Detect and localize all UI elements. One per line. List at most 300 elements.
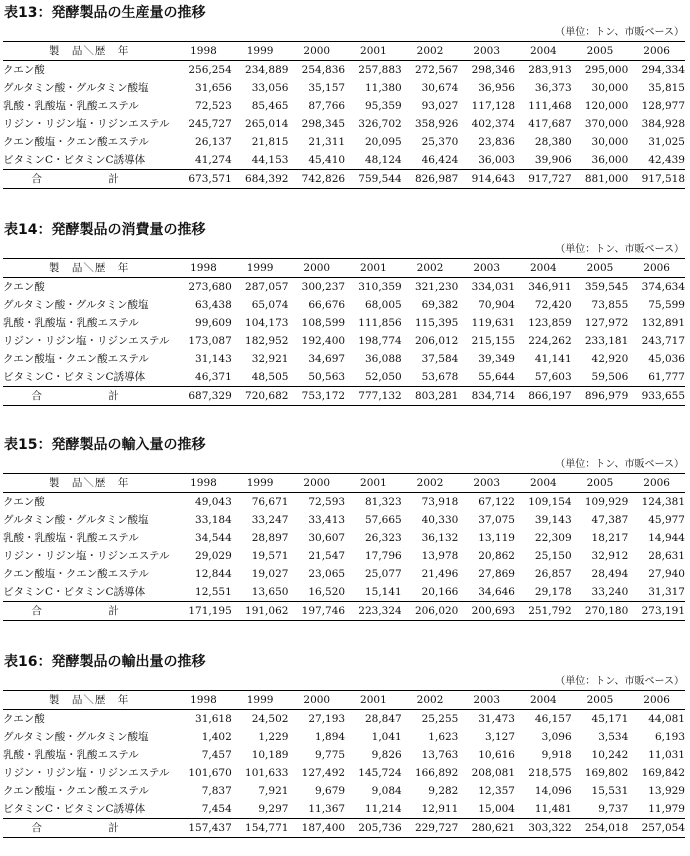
column-header-year: 2001	[360, 262, 387, 274]
table-cell: 12,844	[195, 568, 232, 580]
table-cell: 52,050	[364, 371, 402, 383]
total-cell: 917,518	[641, 173, 685, 185]
table-cell: 31,656	[195, 82, 232, 94]
total-cell: 896,979	[584, 390, 629, 402]
table-cell: 10,242	[591, 749, 629, 761]
table-cell: 45,036	[648, 353, 685, 365]
table-cell: 46,371	[195, 371, 232, 383]
table-cell: 32,912	[591, 550, 629, 562]
header-row	[3, 474, 685, 493]
table-cell: 17,796	[364, 550, 402, 562]
column-header-year: 1999	[246, 477, 274, 489]
table-cell: 32,921	[251, 353, 289, 365]
table-cell: 73,855	[591, 299, 629, 311]
row-label: 乳酸・乳酸塩・乳酸エステル	[3, 317, 139, 329]
total-row	[3, 819, 685, 838]
table-cell: 7,457	[201, 749, 232, 761]
table-cell: 13,119	[478, 532, 515, 544]
table-cell: 72,593	[308, 496, 346, 508]
table-cell: 108,599	[301, 317, 346, 329]
table-row	[3, 332, 685, 350]
table-cell: 101,670	[188, 767, 232, 779]
table-cell: 25,077	[364, 568, 402, 580]
table-cell: 27,940	[648, 568, 685, 580]
table-cell: 36,132	[421, 532, 459, 544]
table-cell: 256,254	[188, 64, 232, 76]
total-cell: 753,172	[301, 390, 346, 402]
table-cell: 36,956	[478, 82, 515, 94]
data-table	[3, 258, 685, 406]
row-label: クエン酸塩・クエン酸エステル	[3, 353, 149, 365]
table-row	[3, 764, 685, 782]
total-label: 合 計	[31, 822, 147, 834]
table-cell: 21,547	[308, 550, 346, 562]
table-cell: 36,003	[478, 154, 515, 166]
table-cell: 36,000	[591, 154, 629, 166]
unit-note: （単位：トン、市販ベース）	[555, 459, 684, 470]
row-label: リジン・リジン塩・リジンエステル	[3, 767, 170, 779]
data-table	[3, 473, 685, 621]
table-cell: 28,847	[364, 713, 402, 725]
column-header-year: 1999	[246, 694, 274, 706]
column-header-year: 2006	[643, 477, 670, 489]
table-cell: 26,137	[195, 136, 232, 148]
table-cell: 33,240	[591, 586, 629, 598]
row-label: クエン酸	[3, 496, 45, 508]
row-label: クエン酸塩・クエン酸エステル	[3, 785, 149, 797]
total-cell: 187,400	[301, 822, 346, 834]
table-cell: 11,031	[648, 749, 685, 761]
total-label: 合 計	[31, 173, 147, 185]
column-header-year: 2006	[643, 45, 670, 57]
table-cell: 233,181	[584, 335, 629, 347]
column-header-year: 1999	[246, 262, 274, 274]
table-cell: 294,334	[641, 64, 685, 76]
table-cell: 29,029	[195, 550, 232, 562]
row-label: グルタミン酸・グルタミン酸塩	[3, 514, 149, 526]
table-cell: 59,506	[591, 371, 629, 383]
total-cell: 826,987	[414, 173, 459, 185]
total-cell: 157,437	[188, 822, 232, 834]
total-cell: 280,621	[471, 822, 515, 834]
column-header-year: 2004	[529, 45, 557, 57]
table-cell: 9,679	[315, 785, 346, 797]
column-header-year: 2000	[303, 262, 331, 274]
total-cell: 684,392	[245, 173, 289, 185]
table-cell: 257,883	[358, 64, 402, 76]
table-cell: 63,438	[195, 299, 232, 311]
table-cell: 72,523	[195, 100, 232, 112]
table-cell: 192,400	[301, 335, 346, 347]
table-cell: 10,616	[478, 749, 515, 761]
table-cell: 245,727	[188, 118, 232, 130]
row-label: クエン酸	[3, 64, 45, 76]
table-row	[3, 151, 685, 170]
total-cell: 257,054	[641, 822, 685, 834]
table-cell: 28,897	[251, 532, 289, 544]
table-cell: 31,143	[195, 353, 232, 365]
table-cell: 9,918	[541, 749, 572, 761]
table-cell: 46,157	[534, 713, 572, 725]
total-cell: 191,062	[245, 605, 289, 617]
table-cell: 19,571	[251, 550, 289, 562]
header-row	[3, 42, 685, 61]
table-cell: 9,775	[315, 749, 346, 761]
table-row	[3, 529, 685, 547]
table-cell: 34,544	[195, 532, 232, 544]
table-cell: 16,520	[308, 586, 346, 598]
table-cell: 21,496	[421, 568, 459, 580]
column-header-year: 2006	[643, 694, 670, 706]
table-cell: 24,502	[251, 713, 289, 725]
table-cell: 61,777	[648, 371, 685, 383]
table-cell: 166,892	[414, 767, 459, 779]
table-cell: 66,676	[308, 299, 346, 311]
table-cell: 28,631	[648, 550, 685, 562]
table-cell: 9,297	[258, 803, 289, 815]
table-cell: 111,856	[358, 317, 402, 329]
column-header-year: 2003	[473, 477, 501, 489]
table-cell: 127,492	[301, 767, 346, 779]
table-cell: 49,043	[195, 496, 232, 508]
table-cell: 19,027	[251, 568, 289, 580]
column-header-year: 1998	[190, 45, 217, 57]
table-cell: 27,193	[308, 713, 346, 725]
table-cell: 34,646	[478, 586, 515, 598]
table-cell: 13,929	[648, 785, 685, 797]
table-cell: 310,359	[358, 281, 402, 293]
table-cell: 57,603	[534, 371, 572, 383]
total-cell: 834,714	[471, 390, 515, 402]
table-row	[3, 746, 685, 764]
total-cell: 223,324	[358, 605, 402, 617]
total-row	[3, 602, 685, 621]
row-label: 乳酸・乳酸塩・乳酸エステル	[3, 749, 139, 761]
table-cell: 39,349	[478, 353, 515, 365]
table-cell: 48,505	[251, 371, 289, 383]
table-cell: 215,155	[471, 335, 515, 347]
column-header-year: 2006	[643, 262, 670, 274]
table-cell: 35,815	[648, 82, 685, 94]
table-row	[3, 61, 685, 80]
total-cell: 881,000	[584, 173, 629, 185]
table-cell: 11,380	[364, 82, 402, 94]
table-cell: 218,575	[528, 767, 572, 779]
table-cell: 127,972	[584, 317, 629, 329]
row-label: ビタミンC・ビタミンC誘導体	[3, 803, 146, 815]
table-cell: 123,859	[528, 317, 572, 329]
column-header-year: 1998	[190, 694, 217, 706]
table-cell: 273,680	[188, 281, 232, 293]
table-cell: 28,494	[591, 568, 629, 580]
table-row	[3, 710, 685, 729]
total-cell: 917,727	[528, 173, 572, 185]
column-header-product: 製 品＼歴 年	[48, 45, 130, 57]
total-cell: 687,329	[188, 390, 232, 402]
total-cell: 206,020	[414, 605, 459, 617]
table-cell: 44,081	[648, 713, 685, 725]
table-cell: 26,323	[364, 532, 402, 544]
table-cell: 45,410	[308, 154, 346, 166]
table-cell: 25,370	[421, 136, 459, 148]
table-cell: 287,057	[245, 281, 289, 293]
table-cell: 23,836	[478, 136, 515, 148]
table-cell: 53,678	[421, 371, 459, 383]
column-header-year: 1999	[246, 45, 274, 57]
table-cell: 41,141	[534, 353, 572, 365]
column-header-year: 2002	[416, 45, 444, 57]
total-cell: 251,792	[528, 605, 572, 617]
table-cell: 15,141	[364, 586, 402, 598]
row-label: クエン酸	[3, 281, 45, 293]
total-cell: 154,771	[245, 822, 289, 834]
row-label: 乳酸・乳酸塩・乳酸エステル	[3, 532, 139, 544]
table-cell: 120,000	[584, 100, 629, 112]
table-row	[3, 547, 685, 565]
table-cell: 45,977	[648, 514, 685, 526]
table-cell: 243,717	[641, 335, 685, 347]
table-cell: 3,534	[598, 731, 629, 743]
table-title: 表15：発酵製品の輸入量の推移	[4, 437, 206, 453]
table-cell: 68,005	[364, 299, 402, 311]
column-header-year: 2002	[416, 262, 444, 274]
table-cell: 1,041	[371, 731, 402, 743]
column-header-year: 2003	[473, 45, 501, 57]
table-cell: 50,563	[308, 371, 346, 383]
total-label: 合 計	[31, 390, 147, 402]
table-cell: 15,531	[591, 785, 629, 797]
table-cell: 70,904	[478, 299, 515, 311]
table-cell: 30,674	[421, 82, 459, 94]
table-cell: 35,157	[308, 82, 346, 94]
column-header-year: 2003	[473, 262, 501, 274]
table-cell: 132,891	[641, 317, 685, 329]
table-row	[3, 133, 685, 151]
table-cell: 31,317	[648, 586, 685, 598]
table-cell: 295,000	[584, 64, 629, 76]
table-cell: 13,763	[421, 749, 459, 761]
row-label: 乳酸・乳酸塩・乳酸エステル	[3, 100, 139, 112]
table-row	[3, 350, 685, 368]
table-cell: 28,380	[534, 136, 572, 148]
table-cell: 182,952	[245, 335, 289, 347]
table-cell: 40,330	[421, 514, 459, 526]
total-cell: 205,736	[358, 822, 402, 834]
table-cell: 21,815	[251, 136, 289, 148]
total-row	[3, 387, 685, 406]
table-cell: 374,634	[641, 281, 685, 293]
total-cell: 273,191	[641, 605, 685, 617]
unit-note: （単位：トン、市販ベース）	[555, 244, 684, 255]
table-cell: 104,173	[245, 317, 289, 329]
table-cell: 41,274	[195, 154, 232, 166]
table-cell: 117,128	[471, 100, 515, 112]
table-cell: 20,166	[421, 586, 459, 598]
table-cell: 47,387	[591, 514, 629, 526]
table-row	[3, 728, 685, 746]
total-cell: 270,180	[584, 605, 629, 617]
table-cell: 25,255	[421, 713, 459, 725]
column-header-year: 2001	[360, 477, 387, 489]
table-cell: 14,096	[534, 785, 572, 797]
table-cell: 39,906	[534, 154, 572, 166]
data-table	[3, 41, 685, 189]
table-cell: 31,618	[195, 713, 232, 725]
table-row	[3, 368, 685, 387]
table-cell: 417,687	[528, 118, 572, 130]
table-cell: 44,153	[251, 154, 289, 166]
table-cell: 1,894	[315, 731, 346, 743]
column-header-year: 2000	[303, 477, 331, 489]
total-cell: 254,018	[584, 822, 629, 834]
table-row	[3, 800, 685, 819]
table-cell: 224,262	[528, 335, 572, 347]
table-cell: 14,944	[648, 532, 685, 544]
table-cell: 9,282	[428, 785, 459, 797]
total-cell: 866,197	[528, 390, 572, 402]
table-cell: 13,978	[421, 550, 459, 562]
table-cell: 33,413	[308, 514, 346, 526]
column-header-year: 2005	[586, 694, 614, 706]
table-cell: 3,096	[541, 731, 572, 743]
column-header-year: 2004	[529, 262, 557, 274]
table-cell: 12,551	[195, 586, 232, 598]
total-cell: 742,826	[301, 173, 346, 185]
table-cell: 12,911	[421, 803, 459, 815]
row-label: リジン・リジン塩・リジンエステル	[3, 550, 170, 562]
table-cell: 67,122	[478, 496, 515, 508]
header-row	[3, 691, 685, 710]
table-cell: 283,913	[528, 64, 572, 76]
table-cell: 321,230	[414, 281, 459, 293]
table-cell: 15,004	[478, 803, 515, 815]
row-label: ビタミンC・ビタミンC誘導体	[3, 586, 146, 598]
table-cell: 81,323	[364, 496, 402, 508]
total-label: 合 計	[31, 605, 147, 617]
table-cell: 370,000	[584, 118, 629, 130]
column-header-year: 2005	[586, 262, 614, 274]
table-cell: 402,374	[471, 118, 515, 130]
table-cell: 36,088	[364, 353, 402, 365]
total-cell: 914,643	[471, 173, 515, 185]
table-cell: 31,025	[648, 136, 685, 148]
column-header-year: 2001	[360, 45, 387, 57]
table-cell: 12,357	[478, 785, 515, 797]
table-cell: 48,124	[364, 154, 402, 166]
row-label: リジン・リジン塩・リジンエステル	[3, 118, 170, 130]
table-cell: 57,665	[364, 514, 402, 526]
table-cell: 37,075	[478, 514, 515, 526]
table-cell: 31,473	[478, 713, 515, 725]
table-cell: 27,869	[478, 568, 515, 580]
row-label: グルタミン酸・グルタミン酸塩	[3, 299, 149, 311]
row-label: グルタミン酸・グルタミン酸塩	[3, 82, 149, 94]
table-cell: 69,382	[421, 299, 459, 311]
table-row	[3, 565, 685, 583]
table-cell: 55,644	[478, 371, 515, 383]
table-cell: 99,609	[195, 317, 232, 329]
table-cell: 206,012	[414, 335, 459, 347]
table-cell: 384,928	[641, 118, 685, 130]
row-label: ビタミンC・ビタミンC誘導体	[3, 154, 146, 166]
table-cell: 1,229	[258, 731, 289, 743]
table-cell: 359,545	[584, 281, 629, 293]
total-cell: 777,132	[358, 390, 402, 402]
table-cell: 30,000	[591, 82, 629, 94]
table-cell: 298,345	[301, 118, 346, 130]
table-cell: 85,465	[251, 100, 289, 112]
table-cell: 101,633	[245, 767, 289, 779]
row-label: グルタミン酸・グルタミン酸塩	[3, 731, 149, 743]
row-label: ビタミンC・ビタミンC誘導体	[3, 371, 146, 383]
table-cell: 198,774	[358, 335, 402, 347]
table-cell: 9,737	[598, 803, 629, 815]
table-cell: 21,311	[308, 136, 346, 148]
table-cell: 7,454	[201, 803, 232, 815]
table-row	[3, 97, 685, 115]
table-cell: 33,184	[195, 514, 232, 526]
table-cell: 22,309	[534, 532, 572, 544]
column-header-year: 2005	[586, 45, 614, 57]
table-cell: 76,671	[251, 496, 289, 508]
total-cell: 933,655	[641, 390, 685, 402]
table-cell: 3,127	[484, 731, 515, 743]
table-cell: 20,862	[478, 550, 515, 562]
table-cell: 208,081	[471, 767, 515, 779]
table-row	[3, 583, 685, 602]
table-cell: 254,836	[301, 64, 346, 76]
total-cell: 197,746	[301, 605, 346, 617]
column-header-year: 2004	[529, 477, 557, 489]
table-cell: 111,468	[528, 100, 572, 112]
table-cell: 169,802	[584, 767, 629, 779]
row-label: クエン酸塩・クエン酸エステル	[3, 568, 149, 580]
table-row	[3, 511, 685, 529]
table-cell: 23,065	[308, 568, 346, 580]
table-cell: 37,584	[421, 353, 459, 365]
total-cell: 303,322	[528, 822, 572, 834]
column-header-year: 2004	[529, 694, 557, 706]
table-cell: 33,247	[251, 514, 289, 526]
table-cell: 234,889	[245, 64, 289, 76]
table-cell: 7,837	[201, 785, 232, 797]
table-cell: 265,014	[245, 118, 289, 130]
table-cell: 1,402	[201, 731, 232, 743]
table-cell: 72,420	[534, 299, 572, 311]
table-cell: 11,979	[648, 803, 685, 815]
table-cell: 95,359	[364, 100, 402, 112]
column-header-year: 1998	[190, 477, 217, 489]
table-cell: 10,189	[251, 749, 289, 761]
row-label: クエン酸塩・クエン酸エステル	[3, 136, 149, 148]
table-cell: 29,178	[534, 586, 572, 598]
table-cell: 11,367	[308, 803, 346, 815]
row-label: クエン酸	[3, 713, 45, 725]
table-title: 表13：発酵製品の生産量の推移	[4, 5, 206, 21]
unit-note: （単位：トン、市販ベース）	[555, 27, 684, 38]
table-cell: 119,631	[471, 317, 515, 329]
table-cell: 39,143	[534, 514, 572, 526]
table-cell: 326,702	[358, 118, 402, 130]
table-cell: 9,826	[371, 749, 402, 761]
column-header-year: 2000	[303, 694, 331, 706]
table-cell: 73,918	[421, 496, 459, 508]
table-cell: 26,857	[534, 568, 572, 580]
table-cell: 1,623	[428, 731, 459, 743]
table-row	[3, 314, 685, 332]
table-cell: 145,724	[358, 767, 402, 779]
table-cell: 75,599	[648, 299, 685, 311]
